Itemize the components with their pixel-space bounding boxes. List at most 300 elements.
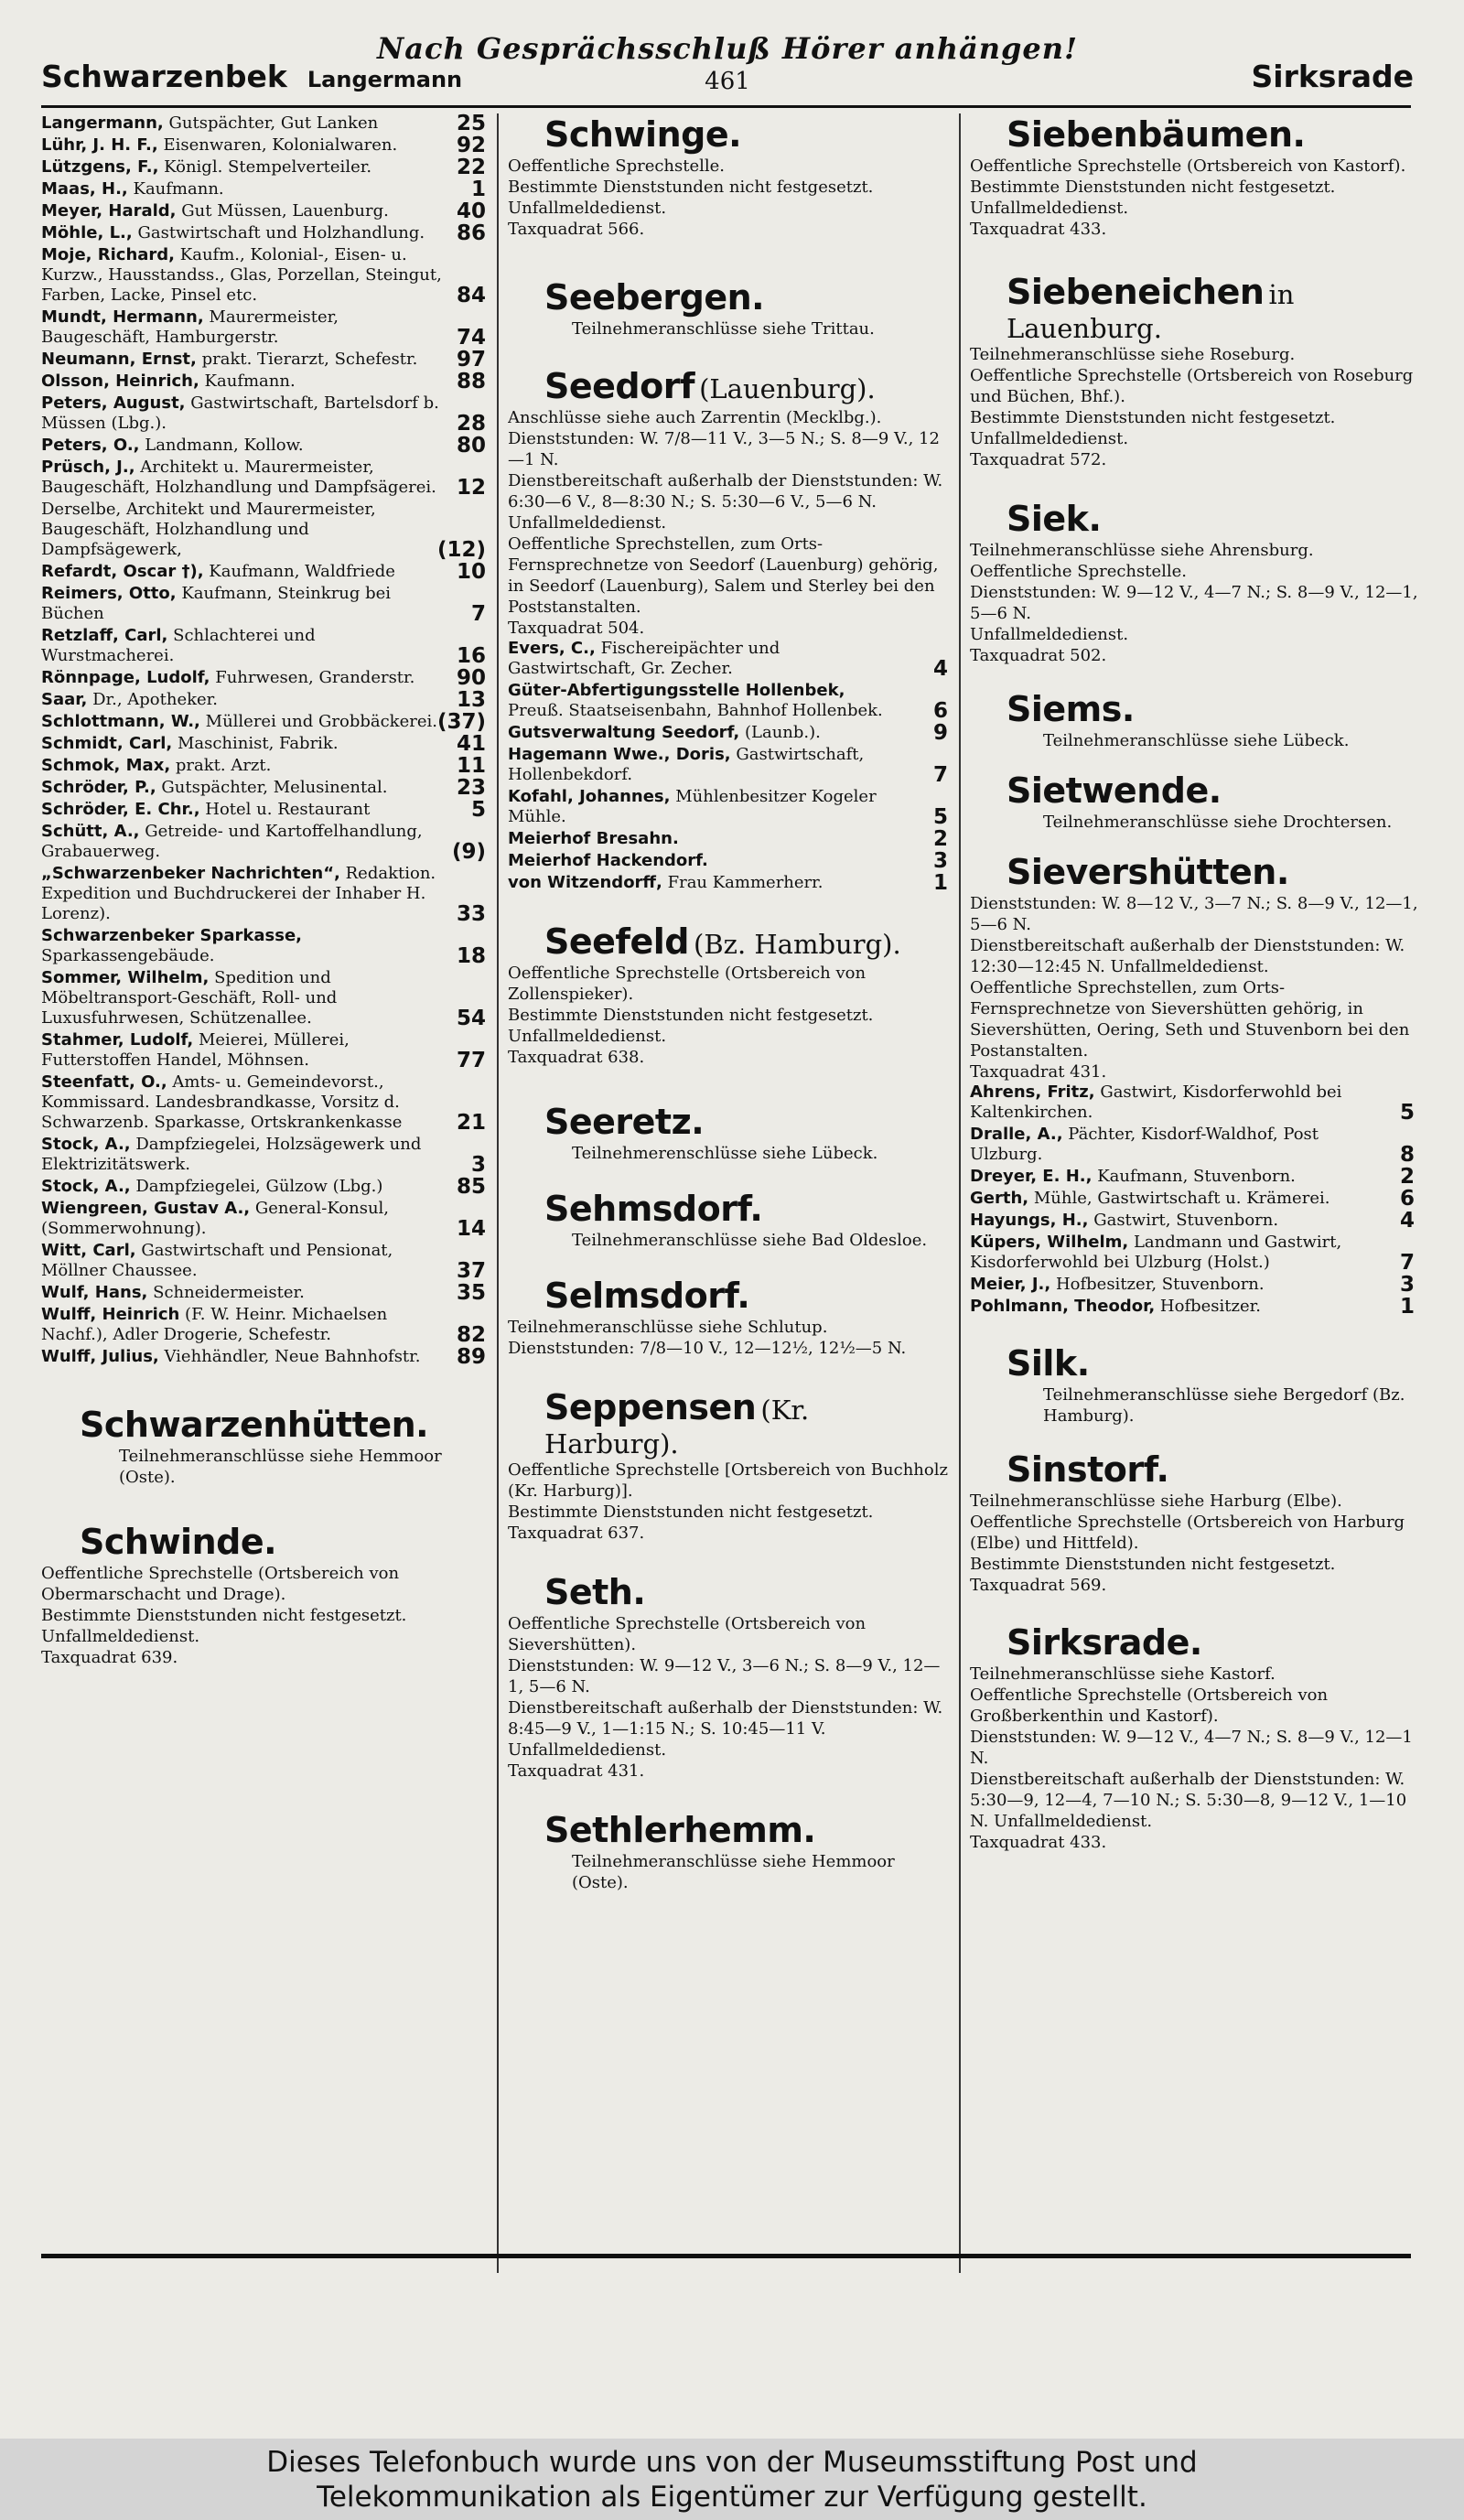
subscriber-entry — [41, 1135, 490, 1175]
subscriber-details: Dampfziegelei, Holzsägewerk und Elektrizitätswerk. — [41, 1135, 422, 1174]
subscriber-entry — [508, 787, 952, 827]
subscriber-details: Spedition und Möbeltransport-Geschäft, Roll- und Luxusfuhrwesen, Schützenallee. — [41, 968, 338, 1028]
column-right — [970, 113, 1418, 2236]
subscriber-entry — [41, 223, 490, 243]
place-aside: Teilnehmeranschlüsse siehe Drochtersen. — [1043, 813, 1393, 832]
subscriber-details: Mühle, Gastwirtschaft u. Krämerei. — [1033, 1189, 1330, 1208]
subscriber-name: Meierhof Hackendorf. — [508, 851, 708, 870]
subscriber-details: Amts- u. Gemeindevorst., Kommissard. Landesbrandkasse, Vorsitz d. Schwarzenb. Sparkasse, Ortskrankenkasse — [41, 1072, 403, 1132]
place-line: Teilnehmeranschlüsse siehe Kastorf. — [970, 1664, 1276, 1684]
subscriber-details: Preuß. Staatseisenbahn, Bahnhof Hollenbek. — [508, 701, 883, 720]
subscriber-entry — [41, 712, 490, 732]
place-name: Siems. — [1006, 689, 1135, 729]
subscriber-details: Müllerei und Grobbäckerei. — [205, 712, 437, 731]
place-line: Bestimmte Dienststunden nicht festgesetzt. — [41, 1606, 407, 1625]
place-name: Schwarzenhütten. — [80, 1405, 429, 1445]
phone-number: 21 — [456, 1111, 486, 1135]
place-line: Bestimmte Dienststunden nicht festgesetzt. — [970, 1555, 1336, 1574]
subscriber-details: Getreide- und Kartoffelhandlung, Grabauerweg. — [41, 822, 423, 861]
place-line: Teilnehmeranschlüsse siehe Schlutup. — [508, 1318, 828, 1337]
place-line: Oeffentliche Sprechstelle. — [508, 156, 726, 176]
phone-number: 77 — [456, 1049, 486, 1072]
subscriber-name: Möhle, L., — [41, 223, 133, 242]
phone-number: 1 — [1399, 1295, 1415, 1319]
subscriber-details: Königl. Stempelverteiler. — [164, 157, 372, 177]
place-seppensen — [508, 1386, 952, 1544]
subscriber-name: Schwarzenbeker Sparkasse, — [41, 926, 302, 945]
subscriber-details: Schneidermeister. — [153, 1283, 305, 1302]
subscriber-entry — [41, 113, 490, 134]
subscriber-entry — [508, 723, 952, 743]
place-name: Sirksrade. — [1006, 1622, 1202, 1663]
phone-number: 5 — [470, 798, 486, 822]
subscriber-entry — [970, 1167, 1418, 1187]
subscriber-name: Hayungs, H., — [970, 1211, 1089, 1230]
phone-number: 5 — [932, 805, 948, 829]
footer-line: Dieses Telefonbuch wurde uns von der Museumsstiftung Post und — [266, 2446, 1198, 2479]
subscriber-details: Kaufmann. — [204, 372, 296, 391]
subscriber-details: Sparkassengebäude. — [41, 946, 215, 965]
place-aside: Teilnehmeranschlüsse siehe Bergedorf (Bz. Hamburg). — [1043, 1385, 1405, 1426]
subscriber-name: Dreyer, E. H., — [970, 1167, 1093, 1186]
phone-number: 35 — [456, 1281, 486, 1305]
place-line: Taxquadrat 637. — [508, 1524, 645, 1543]
subscriber-details: Gastwirtschaft, Bartelsdorf b. Müssen (Lbg.). — [41, 393, 439, 433]
subscriber-name: Evers, C., — [508, 639, 596, 658]
phone-number: 82 — [456, 1323, 486, 1347]
place-aside: Teilnehmeranschlüsse siehe Hemmoor (Oste). — [572, 1852, 895, 1892]
phone-number: 23 — [456, 776, 486, 800]
place-name: Silk. — [1006, 1343, 1090, 1384]
place-line: Teilnehmeranschlüsse siehe Ahrensburg. — [970, 541, 1314, 560]
place-seth — [508, 1571, 952, 1782]
place-seedorf — [508, 365, 952, 893]
place-qualifier: (Lauenburg). — [699, 373, 876, 404]
phone-number: 90 — [456, 666, 486, 690]
subscriber-details: Redaktion. Expedition und Buchdruckerei der Inhaber H. Lorenz). — [41, 864, 436, 923]
phone-number: 2 — [932, 827, 948, 851]
place-line: Oeffentliche Sprechstelle (Ortsbereich von Sievershütten). — [508, 1614, 867, 1654]
place-line: Oeffentliche Sprechstelle [Ortsbereich von Buchholz (Kr. Harburg)]. — [508, 1460, 948, 1501]
place-name: Sinstorf. — [1006, 1449, 1169, 1490]
phone-number: 22 — [456, 156, 486, 179]
place-line: Teilnehmeranschlüsse siehe Harburg (Elbe). — [970, 1492, 1342, 1511]
subscriber-entry — [41, 756, 490, 776]
place-line: Oeffentliche Sprechstelle (Ortsbereich von Obermarschacht und Drage). — [41, 1564, 400, 1604]
phone-number: 2 — [1399, 1165, 1415, 1189]
subscriber-details: Fischereipächter und Gastwirtschaft, Gr. Zecher. — [508, 639, 780, 678]
place-siebenbaeumen — [970, 113, 1418, 240]
subscriber-name: Olsson, Heinrich, — [41, 372, 199, 391]
footer-line: Telekommunikation als Eigentümer zur Verfügung gestellt. — [317, 2481, 1147, 2514]
place-aside: Teilnehmeranschlüsse siehe Trittau. — [572, 319, 875, 339]
phone-number: 7 — [1399, 1251, 1415, 1275]
place-name: Siebenbäumen. — [1006, 114, 1306, 155]
subscriber-entry — [41, 245, 490, 306]
subscriber-entry — [41, 201, 490, 221]
phone-number: 6 — [1399, 1187, 1415, 1211]
place-line: Teilnehmeranschlüsse siehe Roseburg. — [970, 345, 1296, 364]
place-line: Bestimmte Dienststunden nicht festgesetzt. — [508, 178, 874, 197]
subscriber-entry — [41, 458, 490, 498]
subscriber-name: Wulff, Heinrich — [41, 1305, 180, 1324]
subscriber-details: Hofbesitzer. — [1159, 1297, 1261, 1316]
phone-number: 14 — [456, 1217, 486, 1241]
subscriber-name: Prüsch, J., — [41, 458, 135, 477]
place-line: Taxquadrat 504. — [508, 619, 645, 638]
subscriber-name: Stock, A., — [41, 1177, 131, 1196]
subscriber-details: Gastwirt, Kisdorferwohld bei Kaltenkirchen. — [970, 1082, 1342, 1122]
subscriber-entry — [41, 1347, 490, 1367]
subscriber-entry — [41, 436, 490, 456]
place-silk — [970, 1342, 1418, 1427]
place-schwarzenhuetten — [41, 1404, 490, 1488]
place-line: Unfallmeldedienst. — [970, 429, 1129, 448]
column-left — [41, 113, 490, 2236]
place-qualifier: (Kr. Harburg). — [544, 1395, 810, 1459]
place-line: Anschlüsse siehe auch Zarrentin (Mecklbg.). — [508, 408, 882, 427]
subscriber-name: Maas, H., — [41, 179, 128, 199]
subscriber-entry — [41, 926, 490, 966]
subscriber-details: Mühlenbesitzer Kogeler Mühle. — [508, 787, 877, 826]
subscriber-entry — [41, 800, 490, 820]
phone-number: 4 — [932, 657, 948, 681]
subscriber-details: Kaufmann, Stuvenborn. — [1097, 1167, 1296, 1186]
place-line: Dienststunden: W. 7/8—11 V., 3—5 N.; S. 8—9 V., 12—1 N. — [508, 429, 940, 469]
place-name: Schwinde. — [80, 1522, 277, 1562]
place-line: Oeffentliche Sprechstelle (Ortsbereich von Zollenspieker). — [508, 964, 867, 1004]
place-line: Taxquadrat 639. — [41, 1648, 178, 1667]
place-line: Oeffentliche Sprechstellen, zum Orts-Fernsprechnetze von Seedorf (Lauenburg) gehörig, in Seedorf (Lauenburg), Salem und Sterley bei den Poststanstalten. — [508, 534, 939, 617]
place-line: Dienststunden: W. 9—12 V., 4—7 N.; S. 8—9 V., 12—1 N. — [970, 1728, 1413, 1768]
place-line: Dienstbereitschaft außerhalb der Dienststunden: W. 6:30—6 V., 8—8:30 N.; S. 5:30—6 V., 5—6 N. Unfallmeldedienst. — [508, 471, 943, 533]
place-line: Dienststunden: W. 9—12 V., 4—7 N.; S. 8—9 V., 12—1, 5—6 N. — [970, 583, 1418, 623]
subscriber-details: Gastwirtschaft, Hollenbekdorf. — [508, 745, 865, 784]
phone-number: 97 — [456, 348, 486, 372]
subscriber-entry — [508, 873, 952, 893]
place-seeretz — [508, 1101, 952, 1164]
place-name: Sethlerhemm. — [544, 1810, 816, 1850]
subscriber-entry — [41, 1241, 490, 1281]
phone-number: 7 — [932, 763, 948, 787]
subscriber-details: Gut Müssen, Lauenburg. — [181, 201, 389, 221]
subscriber-name: Meierhof Bresahn. — [508, 829, 679, 848]
subscriber-name: Mundt, Hermann, — [41, 307, 204, 327]
column-divider — [959, 113, 961, 2273]
place-line: Oeffentliche Sprechstellen, zum Orts-Fernsprechnetze von Sievershütten gehörig, in Sievershütten, Oering, Seth und Stuvenborn bei den Postanstalten. — [970, 978, 1410, 1061]
subscriber-entry — [970, 1189, 1418, 1209]
subscriber-entry — [970, 1125, 1418, 1165]
phone-number: 3 — [932, 849, 948, 873]
subscriber-details: Landmann, Kollow. — [145, 436, 304, 455]
subscriber-details: Gastwirtschaft und Holzhandlung. — [137, 223, 425, 242]
subscriber-entry — [970, 1233, 1418, 1273]
phone-number: (12) — [436, 538, 486, 562]
subscriber-name: Wulff, Julius, — [41, 1347, 159, 1366]
place-name: Siebeneichen — [1006, 272, 1265, 312]
place-name: Seth. — [544, 1572, 646, 1612]
subscriber-name: Ahrens, Fritz, — [970, 1082, 1095, 1102]
place-line: Unfallmeldedienst. — [970, 625, 1129, 644]
place-aside: Teilnehmerenschlüsse siehe Lübeck. — [572, 1144, 878, 1163]
archive-footer — [0, 2439, 1464, 2520]
place-line: Bestimmte Dienststunden nicht festgesetzt. — [970, 408, 1336, 427]
place-line: Taxquadrat 502. — [970, 646, 1107, 665]
phone-number: 10 — [456, 560, 486, 584]
subscriber-name: Schmidt, Carl, — [41, 734, 173, 753]
subscriber-name: Hagemann Wwe., Doris, — [508, 745, 731, 764]
subscriber-entry — [41, 1283, 490, 1303]
bottom-rule — [41, 2254, 1411, 2258]
subscriber-entry — [41, 864, 490, 924]
phone-number: 28 — [456, 412, 486, 436]
place-selmsdorf — [508, 1275, 952, 1359]
place-line: Oeffentliche Sprechstelle (Ortsbereich von Roseburg und Büchen, Bhf.). — [970, 366, 1414, 406]
subscriber-details: Gutspächter, Gut Lanken — [168, 113, 379, 133]
subscriber-name: Meier, J., — [970, 1275, 1051, 1294]
subscriber-entry — [41, 562, 490, 582]
subscriber-entry — [41, 135, 490, 156]
place-sethlerhemm — [508, 1809, 952, 1893]
subscriber-entry — [41, 372, 490, 392]
place-line: Dienstbereitschaft außerhalb der Dienststunden: W. 8:45—9 V., 1—1:15 N.; S. 10:45—11 V. — [508, 1698, 943, 1739]
place-name: Siek. — [1006, 499, 1102, 539]
subscriber-name: Dralle, A., — [970, 1125, 1063, 1144]
subscriber-entry — [41, 1199, 490, 1239]
subscriber-details: Dr., Apotheker. — [92, 690, 219, 709]
place-name: Seppensen — [544, 1387, 757, 1427]
place-line: Bestimmte Dienststunden nicht festgesetzt. — [970, 178, 1336, 197]
phone-number: 37 — [456, 1259, 486, 1283]
place-line: Oeffentliche Sprechstelle (Ortsbereich von Kastorf). — [970, 156, 1406, 176]
subscriber-entry — [41, 1072, 490, 1133]
subscriber-entry — [41, 668, 490, 688]
place-line: Bestimmte Dienststunden nicht festgesetzt. — [508, 1006, 874, 1025]
subscriber-entry — [41, 1305, 490, 1345]
column-divider — [497, 113, 499, 2273]
place-name: Selmsdorf. — [544, 1276, 750, 1316]
place-name: Seeretz. — [544, 1102, 705, 1142]
header-left — [41, 59, 462, 94]
place-line: Unfallmeldedienst. — [508, 1027, 667, 1046]
subscriber-entry — [41, 1030, 490, 1071]
subscriber-details: Hotel u. Restaurant — [205, 800, 371, 819]
place-name: Sievershütten. — [1006, 852, 1289, 892]
subscriber-entry — [41, 968, 490, 1028]
subscriber-details: Gastwirtschaft und Pensionat, Möllner Chaussee. — [41, 1241, 393, 1280]
page-header — [41, 31, 1414, 104]
subscriber-details: Gastwirt, Stuvenborn. — [1093, 1211, 1279, 1230]
subscriber-entry — [41, 690, 490, 710]
phone-number: 1 — [470, 178, 486, 201]
phone-number: (9) — [451, 840, 486, 864]
place-name: Seefeld — [544, 921, 689, 962]
subscriber-name: Witt, Carl, — [41, 1241, 136, 1260]
subscriber-entry — [41, 179, 490, 199]
place-line: Unfallmeldedienst. — [970, 199, 1129, 218]
subscriber-details: Maschinist, Fabrik. — [177, 734, 339, 753]
place-line: Oeffentliche Sprechstelle (Ortsbereich von Großberkenthin und Kastorf). — [970, 1685, 1329, 1726]
subscriber-entry — [41, 157, 490, 178]
subscriber-entry — [41, 626, 490, 666]
place-line: Taxquadrat 572. — [970, 450, 1107, 469]
subscriber-entry — [508, 829, 952, 849]
place-line: Taxquadrat 431. — [970, 1062, 1107, 1082]
subscriber-entry — [41, 307, 490, 348]
header-place-right: Sirksrade — [1251, 59, 1414, 94]
subscriber-name: Peters, August, — [41, 393, 186, 413]
place-sirksrade — [970, 1621, 1418, 1853]
place-line: Dienststunden: W. 9—12 V., 3—6 N.; S. 8—9 V., 12—1, 5—6 N. — [508, 1656, 941, 1696]
phone-number: 1 — [932, 871, 948, 895]
subscriber-name: Saar, — [41, 690, 88, 709]
place-seebergen — [508, 276, 952, 339]
subscriber-details: Meierei, Müllerei, Futterstoffen Handel, Möhnsen. — [41, 1030, 350, 1070]
subscriber-entry — [508, 681, 952, 721]
subscriber-name: Neumann, Ernst, — [41, 350, 197, 369]
subscriber-entry — [41, 778, 490, 798]
subscriber-details: Eisenwaren, Kolonialwaren. — [163, 135, 398, 155]
column-middle — [508, 113, 952, 2236]
subscriber-name: Schröder, E. Chr., — [41, 800, 200, 819]
subscriber-details: (Launb.). — [744, 723, 821, 742]
subscriber-name: Stahmer, Ludolf, — [41, 1030, 194, 1050]
header-rule — [41, 105, 1411, 108]
subscriber-entry — [970, 1082, 1418, 1123]
subscriber-name: Reimers, Otto, — [41, 584, 177, 603]
subscriber-name: Schütt, A., — [41, 822, 140, 841]
subscriber-entry — [41, 350, 490, 370]
place-line: Dienststunden: W. 8—12 V., 3—7 N.; S. 8—9 V., 12—1, 5—6 N. — [970, 894, 1418, 934]
subscriber-name: Sommer, Wilhelm, — [41, 968, 210, 987]
subscriber-details: (F. W. Heinr. Michaelsen Nachf.), Adler Drogerie, Schefestr. — [41, 1305, 388, 1344]
subscriber-details: Derselbe, Architekt und Maurermeister, Baugeschäft, Holzhandlung und Dampfsägewerk, — [41, 500, 376, 559]
place-schwinge — [508, 113, 952, 240]
place-line: Dienstbereitschaft außerhalb der Dienststunden: W. 5:30—9, 12—4, 7—10 N.; S. 5:30—8, 9—12 V., 1—10 N. Unfallmeldedienst. — [970, 1770, 1407, 1831]
place-schwinde — [41, 1521, 490, 1668]
subscriber-details: Schlachterei und Wurstmacherei. — [41, 626, 316, 665]
subscriber-entry — [508, 639, 952, 679]
place-name: Seedorf — [544, 366, 694, 406]
place-aside: Teilnehmeranschlüsse siehe Bad Oldesloe. — [572, 1231, 928, 1250]
subscriber-name: Langermann, — [41, 113, 164, 133]
phone-number: 54 — [456, 1007, 486, 1030]
phone-number: 12 — [456, 476, 486, 500]
place-line: Teilnehmeranschlüsse siehe Hemmoor (Oste). — [119, 1447, 442, 1487]
subscriber-details: Kaufmann, Waldfriede — [209, 562, 395, 581]
place-sievershuetten — [970, 851, 1418, 1317]
subscriber-details: Architekt u. Maurermeister, Baugeschäft, Holzhandlung und Dampfsägerei. — [41, 458, 436, 497]
subscriber-entry — [41, 822, 490, 862]
phone-number: 16 — [456, 644, 486, 668]
place-siek — [970, 498, 1418, 666]
phone-number: 74 — [456, 326, 486, 350]
place-sietwende — [970, 770, 1418, 833]
page-number: 461 — [705, 68, 750, 95]
place-line: Taxquadrat 433. — [970, 220, 1107, 239]
subscriber-entry — [41, 584, 490, 624]
subscriber-name: Kofahl, Johannes, — [508, 787, 671, 806]
place-line: Oeffentliche Sprechstelle. — [970, 562, 1188, 581]
subscriber-name: Wulf, Hans, — [41, 1283, 148, 1302]
subscriber-entry — [970, 1275, 1418, 1295]
subscriber-name: von Witzendorff, — [508, 873, 662, 892]
seedorf-entries — [508, 639, 952, 893]
place-qualifier: in Lauenburg. — [1006, 279, 1295, 344]
subscriber-details: Kaufmann, Steinkrug bei Büchen — [41, 584, 392, 623]
subscriber-name: „Schwarzenbeker Nachrichten“, — [41, 864, 340, 883]
phone-number: 86 — [456, 221, 486, 245]
place-sehmsdorf — [508, 1188, 952, 1251]
phone-number: 88 — [456, 370, 486, 393]
phone-number: 13 — [456, 688, 486, 712]
subscriber-name: Rönnpage, Ludolf, — [41, 668, 210, 687]
place-sinstorf — [970, 1448, 1418, 1596]
phone-number: 92 — [456, 134, 486, 157]
phone-number: 84 — [456, 284, 486, 307]
phone-number: 18 — [456, 944, 486, 968]
phone-number: 9 — [932, 721, 948, 745]
subscriber-details: Gutspächter, Melusinental. — [161, 778, 388, 797]
subscriber-name: Wiengreen, Gustav A., — [41, 1199, 251, 1218]
phone-number: 8 — [1399, 1143, 1415, 1167]
subscriber-name: Steenfatt, O., — [41, 1072, 167, 1092]
subscriber-details: Maurermeister, Baugeschäft, Hamburgerstr. — [41, 307, 339, 347]
subscriber-details: Pächter, Kisdorf-Waldhof, Post Ulzburg. — [970, 1125, 1319, 1164]
subscriber-details: Hofbesitzer, Stuvenborn. — [1055, 1275, 1265, 1294]
phone-number: 4 — [1399, 1209, 1415, 1233]
subscriber-details: Kaufmann. — [133, 179, 224, 199]
place-line: Taxquadrat 638. — [508, 1048, 645, 1067]
subscriber-name: Lützgens, F., — [41, 157, 159, 177]
place-qualifier: (Bz. Hamburg). — [694, 929, 901, 960]
phone-number: 89 — [456, 1345, 486, 1369]
phone-number: 3 — [470, 1153, 486, 1177]
place-line: Unfallmeldedienst. — [508, 1740, 667, 1760]
subscriber-name: Lühr, J. H. F., — [41, 135, 158, 155]
place-line: Unfallmeldedienst. — [508, 199, 667, 218]
subscriber-details: Frau Kammerherr. — [667, 873, 824, 892]
phone-number: 6 — [932, 699, 948, 723]
subscriber-entry — [970, 1211, 1418, 1231]
subscriber-details: Kaufm., Kolonial-, Eisen- u. Kurzw., Hausstandss., Glas, Porzellan, Steingut, Farben, Lacke, Pinsel etc. — [41, 245, 442, 305]
place-line: Taxquadrat 566. — [508, 220, 645, 239]
subscriber-entry — [41, 1177, 490, 1197]
subscriber-details: Fuhrwesen, Granderstr. — [215, 668, 415, 687]
subscriber-entry — [41, 393, 490, 434]
phone-number: 7 — [470, 602, 486, 626]
place-seefeld — [508, 921, 952, 1068]
subscriber-entry — [508, 745, 952, 785]
subscriber-name: Schmok, Max, — [41, 756, 171, 775]
subscriber-name: Refardt, Oscar †), — [41, 562, 204, 581]
subscriber-entry — [41, 734, 490, 754]
subscriber-name: Schröder, P., — [41, 778, 156, 797]
phone-number: 41 — [456, 732, 486, 756]
subscriber-details: Landmann und Gastwirt, Kisdorferwohld bei Ulzburg (Holst.) — [970, 1233, 1342, 1272]
subscriber-details: prakt. Arzt. — [175, 756, 272, 775]
subscriber-name: Schlottmann, W., — [41, 712, 200, 731]
hang-up-notice: Nach Gesprächsschluß Hörer anhängen! — [376, 31, 1079, 66]
place-name: Sehmsdorf. — [544, 1189, 763, 1229]
phone-number: 40 — [456, 199, 486, 223]
subscriber-entry — [508, 851, 952, 871]
phone-number: 3 — [1399, 1273, 1415, 1297]
subscriber-details: Viehhändler, Neue Bahnhofstr. — [164, 1347, 421, 1366]
header-place-left: Schwarzenbek — [41, 59, 287, 94]
subscriber-name: Meyer, Harald, — [41, 201, 177, 221]
place-line: Oeffentliche Sprechstelle (Ortsbereich von Harburg (Elbe) und Hittfeld). — [970, 1513, 1405, 1553]
